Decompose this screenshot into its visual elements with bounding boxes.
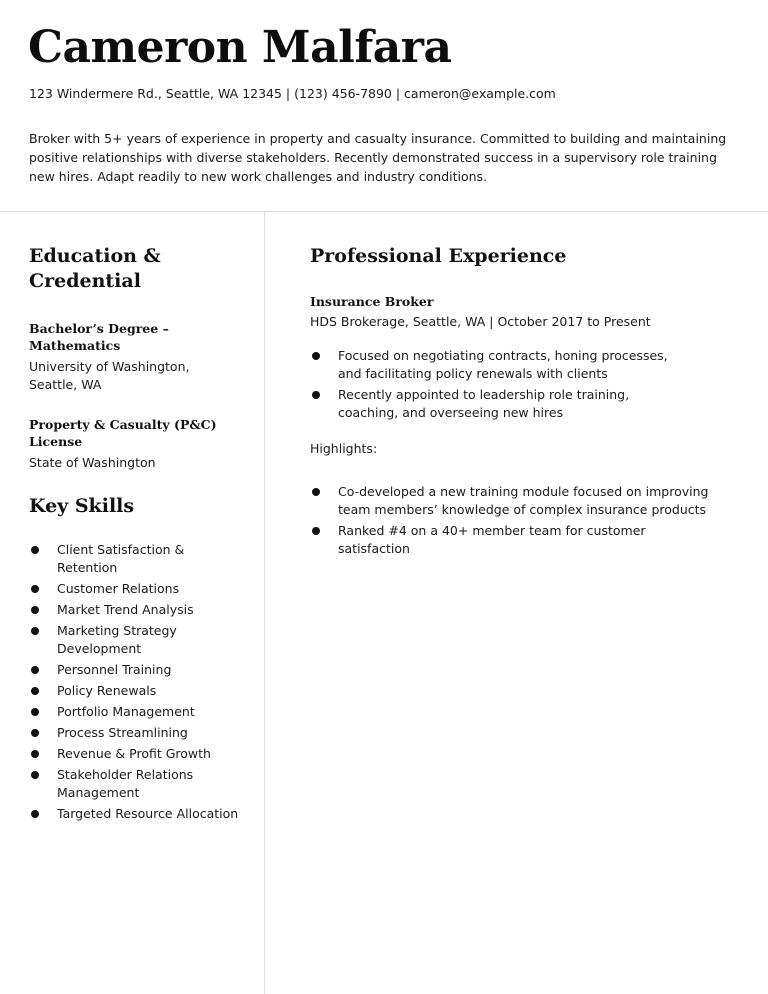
duty-item-text: Recently appointed to leadership role training, coaching, and overseeing new hires xyxy=(338,387,630,420)
skill-item xyxy=(29,724,244,742)
contact-info: 123 Windermere Rd., Seattle, WA 12345 | (123) 456-7890 | cameron@example.com xyxy=(29,86,556,101)
bullet-icon xyxy=(312,391,320,399)
bullet-icon xyxy=(31,606,39,614)
candidate-name: Cameron Malfara xyxy=(28,22,452,73)
job-title: Insurance Broker xyxy=(310,294,434,309)
skill-item xyxy=(29,703,244,721)
license-issuer: State of Washington xyxy=(29,455,156,470)
job-company: HDS Brokerage, Seattle, WA | October 2017 to Present xyxy=(310,314,651,329)
skill-item xyxy=(29,661,244,679)
bullet-icon xyxy=(31,810,39,818)
skill-item xyxy=(29,682,244,700)
skill-item-text: Revenue & Profit Growth xyxy=(57,746,211,761)
skill-item xyxy=(29,580,244,598)
highlight-item-text: Ranked #4 on a 40+ member team for customer satisfaction xyxy=(338,523,646,556)
bullet-icon xyxy=(31,771,39,779)
duty-item xyxy=(310,347,680,383)
bullet-icon xyxy=(31,729,39,737)
skills-section-title: Key Skills xyxy=(29,495,135,517)
skill-item-text: Market Trend Analysis xyxy=(57,602,194,617)
education-item xyxy=(29,416,249,472)
skill-item-text: Targeted Resource Allocation xyxy=(57,806,239,821)
skill-item xyxy=(29,805,244,823)
resume-header xyxy=(0,0,768,212)
degree-school: University of Washington, Seattle, WA xyxy=(29,359,190,392)
bullet-icon xyxy=(312,352,320,360)
skill-item xyxy=(29,745,244,763)
highlight-item-text: Co-developed a new training module focused on improving team members’ knowledge of complex insurance products xyxy=(338,484,709,517)
skill-item xyxy=(29,766,244,802)
duty-item-text: Focused on negotiating contracts, honing processes, and facilitating policy renewals with clients xyxy=(338,348,668,381)
skill-item-text: Policy Renewals xyxy=(57,683,157,698)
skill-item-text: Process Streamlining xyxy=(57,725,188,740)
skill-item-text: Client Satisfaction & Retention xyxy=(57,542,185,575)
skill-item-text: Personnel Training xyxy=(57,662,172,677)
skill-item-text: Marketing Strategy Development xyxy=(57,623,177,656)
skill-item-text: Portfolio Management xyxy=(57,704,195,719)
bullet-icon xyxy=(312,488,320,496)
experience-section-title: Professional Experience xyxy=(310,245,567,267)
education-section-title: Education & Credential xyxy=(29,245,161,292)
skill-item-text: Stakeholder Relations Management xyxy=(57,767,194,800)
right-column xyxy=(310,244,730,558)
skill-item xyxy=(29,622,244,658)
column-divider xyxy=(264,212,265,994)
highlight-item xyxy=(310,522,710,558)
highlights-list xyxy=(310,483,710,558)
skill-item xyxy=(29,601,244,619)
skill-item xyxy=(29,541,244,577)
bullet-icon xyxy=(31,666,39,674)
duties-list xyxy=(310,347,680,422)
highlights-label: Highlights: xyxy=(310,441,378,456)
degree-title: Bachelor’s Degree – Mathematics xyxy=(29,321,169,353)
bullet-icon xyxy=(31,546,39,554)
highlight-item xyxy=(310,483,710,519)
license-title: Property & Casualty (P&C) License xyxy=(29,417,217,449)
professional-summary: Broker with 5+ years of experience in property and casualty insurance. Committed to building and maintaining positive relationships with diverse stakeholders. Recently demonstrated success in a supervisory role training new hires. Adapt readily to new work challenges and industry conditions. xyxy=(29,131,727,184)
bullet-icon xyxy=(31,687,39,695)
bullet-icon xyxy=(31,708,39,716)
education-item xyxy=(29,320,249,394)
skills-list xyxy=(29,541,244,823)
horizontal-divider xyxy=(0,211,768,212)
bullet-icon xyxy=(312,527,320,535)
bullet-icon xyxy=(31,750,39,758)
bullet-icon xyxy=(31,585,39,593)
left-column xyxy=(29,244,249,823)
duty-item xyxy=(310,386,680,422)
skill-item-text: Customer Relations xyxy=(57,581,180,596)
bullet-icon xyxy=(31,627,39,635)
